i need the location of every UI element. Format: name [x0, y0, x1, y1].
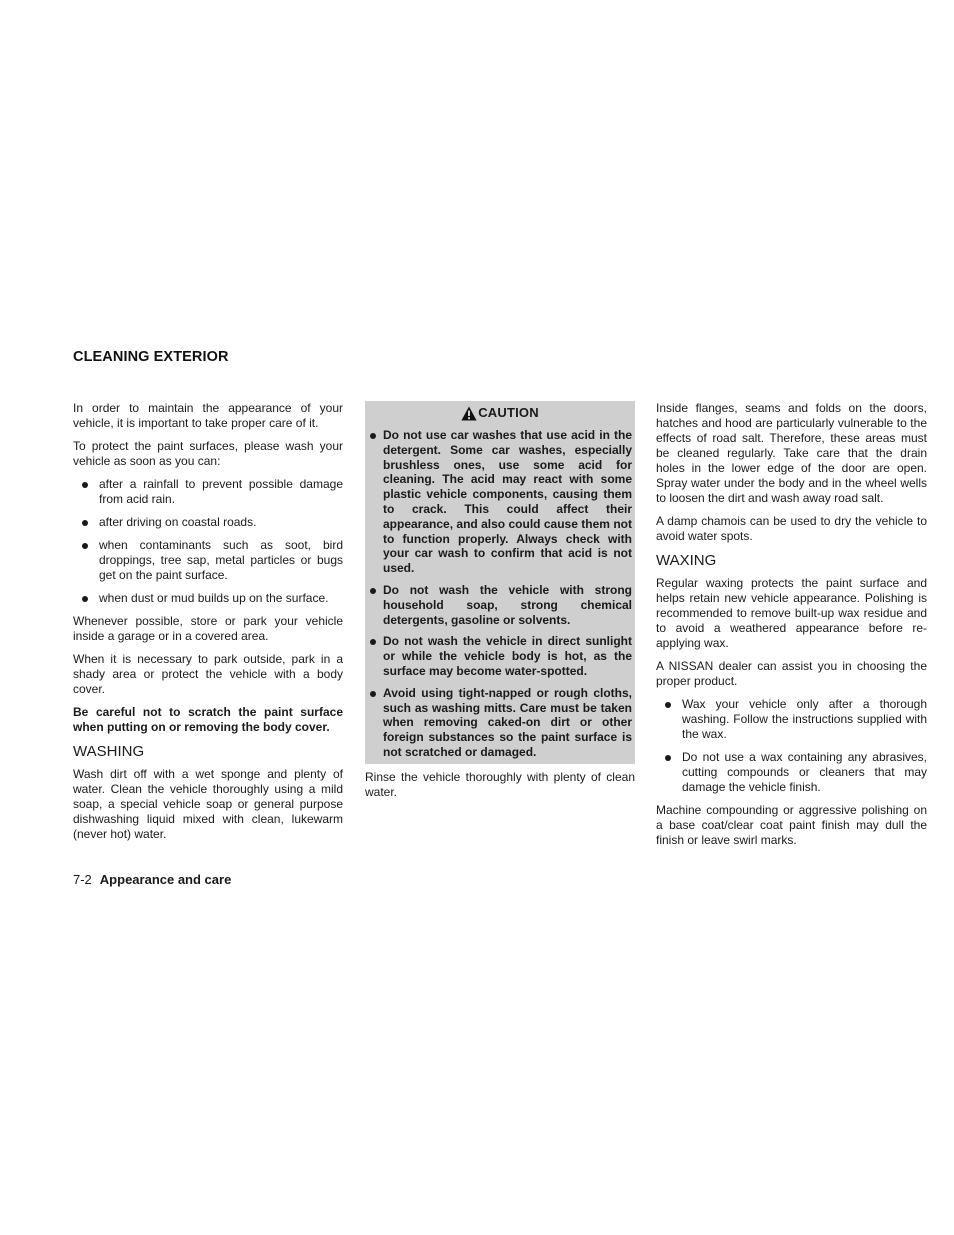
- bullet-icon: [82, 520, 88, 526]
- list-item: after driving on coastal roads.: [73, 515, 343, 530]
- column-right: [656, 401, 927, 856]
- wax-list: [656, 697, 927, 795]
- list-item: when dust or mud builds up on the surface.: [73, 591, 343, 606]
- bullet-icon: [82, 482, 88, 488]
- page-number: 7-2: [73, 872, 92, 887]
- careful-paragraph: Be careful not to scratch the paint surface when putting on or removing the body cover.: [73, 705, 343, 734]
- section-title: CLEANING EXTERIOR: [73, 349, 229, 365]
- chamois-paragraph: A damp chamois can be used to dry the vehicle to avoid water spots.: [656, 514, 927, 543]
- park-paragraph: When it is necessary to park outside, park in a shady area or protect the vehicle with a body cover.: [73, 652, 343, 696]
- rinse-paragraph: Rinse the vehicle thoroughly with plenty of clean water.: [365, 769, 635, 799]
- caution-item: Avoid using tight-napped or rough cloths, such as washing mitts. Care must be taken when removing caked-on dirt or other foreign substances so the paint surface is not scratched or damaged.: [368, 686, 632, 760]
- bullet-icon: [370, 433, 376, 439]
- caution-header: [368, 404, 632, 422]
- protect-paragraph: To protect the paint surfaces, please wash your vehicle as soon as you can:: [73, 439, 343, 468]
- waxing-paragraph: Regular waxing protects the paint surface and helps retain new vehicle appearance. Polishing is recommended to remove built-up wax residue and to avoid a weathered appearance before re-applying wax.: [656, 576, 927, 650]
- chapter-title: Appearance and care: [99, 872, 232, 887]
- warning-triangle-icon: [461, 406, 477, 421]
- bullet-icon: [665, 755, 671, 761]
- bullet-icon: [370, 639, 376, 645]
- waxing-heading: WAXING: [656, 552, 717, 569]
- bullet-icon: [665, 702, 671, 708]
- flanges-paragraph: Inside flanges, seams and folds on the doors, hatches and hood are particularly vulnerable to the effects of road salt. Therefore, these areas must be cleaned regularly. Take care that the drain holes in the lower edge of the door are open. Spray water under the body and in the wheel wells to loosen the dirt and wash away road salt.: [656, 401, 927, 505]
- washing-paragraph: Wash dirt off with a wet sponge and plenty of water. Clean the vehicle thoroughly using a mild soap, a special vehicle soap or general purpose dishwashing liquid mixed with clean, lukewarm (never hot) water.: [73, 767, 343, 841]
- bullet-icon: [370, 588, 376, 594]
- caution-item: Do not wash the vehicle in direct sunlight or while the vehicle body is hot, as the surface may become water-spotted.: [368, 634, 632, 678]
- bullet-icon: [82, 543, 88, 549]
- column-middle: [365, 401, 635, 808]
- caution-item: Do not wash the vehicle with strong household soap, strong chemical detergents, gasoline or solvents.: [368, 583, 632, 627]
- page-footer: [73, 872, 231, 888]
- caution-label: CAUTION: [478, 404, 539, 420]
- list-item: after a rainfall to prevent possible damage from acid rain.: [73, 477, 343, 507]
- bullet-icon: [370, 691, 376, 697]
- machine-paragraph: Machine compounding or aggressive polishing on a base coat/clear coat paint finish may dull the finish or leave swirl marks.: [656, 803, 927, 847]
- list-item: Do not use a wax containing any abrasives, cutting compounds or cleaners that may damage the vehicle finish.: [656, 750, 927, 795]
- store-paragraph: Whenever possible, store or park your vehicle inside a garage or in a covered area.: [73, 614, 343, 643]
- dealer-paragraph: A NISSAN dealer can assist you in choosing the proper product.: [656, 659, 927, 688]
- column-left: [73, 401, 343, 850]
- wash-timing-list: [73, 477, 343, 606]
- list-item: when contaminants such as soot, bird droppings, tree sap, metal particles or bugs get on the paint surface.: [73, 538, 343, 583]
- list-item: Wax your vehicle only after a thorough washing. Follow the instructions supplied with the wax.: [656, 697, 927, 742]
- washing-heading: WASHING: [73, 743, 145, 760]
- bullet-icon: [82, 596, 88, 602]
- caution-list: [368, 428, 632, 760]
- caution-box: [365, 401, 635, 764]
- caution-item: Do not use car washes that use acid in the detergent. Some car washes, especially brushless ones, use some acid for cleaning. The acid may react with some plastic vehicle components, causing them to crack. This could affect their appearance, and also could cause them not to function properly. Always check with your car wash to confirm that acid is not used.: [368, 428, 632, 576]
- intro-paragraph: In order to maintain the appearance of your vehicle, it is important to take proper care of it.: [73, 401, 343, 430]
